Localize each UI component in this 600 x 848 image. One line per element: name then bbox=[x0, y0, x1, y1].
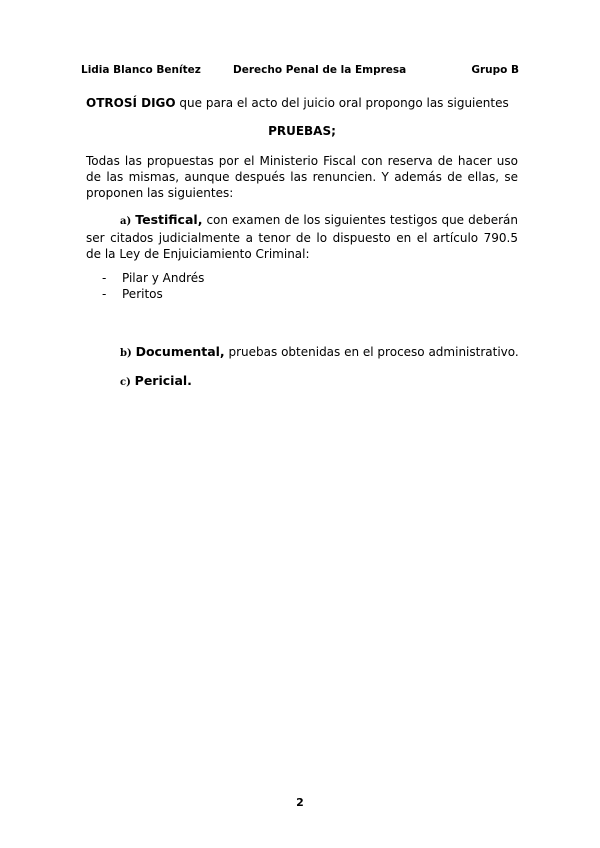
witness-list bbox=[102, 270, 204, 302]
section-title: PRUEBAS; bbox=[268, 124, 336, 138]
item-letter: c) bbox=[120, 377, 131, 388]
item-text: con examen de los siguientes testigos que deberán ser citados judicialmente a tenor de lo dispuesto en el artículo 790.5 de la Ley de Enjuiciamiento Criminal: bbox=[86, 213, 518, 261]
page-number: 2 bbox=[296, 796, 304, 809]
list-dash: - bbox=[102, 287, 107, 301]
item-letter: a) bbox=[120, 216, 132, 227]
intro-paragraph: Todas las propuestas por el Ministerio Fiscal con reserva de hacer uso de las mismas, aunque después las renuncien. Y además de ellas, se proponen las siguientes: bbox=[86, 154, 518, 200]
otrosi-text: que para el acto del juicio oral propongo las siguientes bbox=[175, 96, 509, 110]
header-group: Grupo B bbox=[471, 64, 519, 76]
item-documental bbox=[120, 344, 520, 362]
header-course: Derecho Penal de la Empresa bbox=[233, 64, 407, 76]
list-dash: - bbox=[102, 271, 107, 285]
list-item bbox=[102, 286, 204, 302]
item-testifical bbox=[86, 212, 518, 262]
list-item-label: Pilar y Andrés bbox=[122, 271, 205, 285]
list-item bbox=[102, 270, 204, 286]
item-text: pruebas obtenidas en el proceso administrativo. bbox=[224, 345, 519, 359]
item-heading: Pericial. bbox=[134, 373, 192, 388]
otrosi-paragraph bbox=[86, 95, 518, 111]
item-heading: Testifical, bbox=[135, 212, 203, 227]
item-pericial bbox=[120, 373, 520, 391]
item-heading: Documental, bbox=[135, 344, 225, 359]
header-author: Lidia Blanco Benítez bbox=[81, 64, 201, 76]
list-item-label: Peritos bbox=[122, 287, 163, 301]
item-letter: b) bbox=[120, 348, 132, 359]
page-header bbox=[81, 64, 519, 80]
otrosi-lead: OTROSÍ DIGO bbox=[86, 96, 176, 110]
